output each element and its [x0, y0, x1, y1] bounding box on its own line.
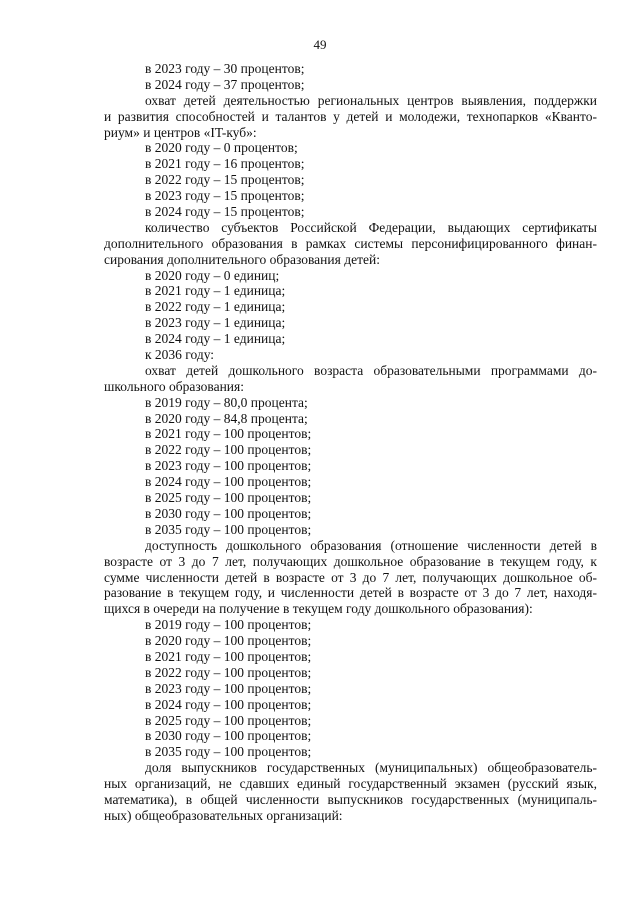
list-item: в 2035 году – 100 процентов;	[145, 744, 312, 760]
list-item: в 2021 году – 100 процентов;	[145, 426, 312, 442]
list-item: в 2023 году – 1 единица;	[145, 315, 286, 331]
list-item: в 2022 году – 1 единица;	[145, 299, 286, 315]
list-item: в 2023 году – 15 процентов;	[145, 188, 305, 204]
list-item: к 2036 году:	[145, 347, 215, 363]
document-body	[104, 61, 597, 824]
paragraph-line: доля выпускников государственных (муниципальных) общеобразователь-	[145, 760, 597, 776]
list-item: в 2023 году – 100 процентов;	[145, 680, 312, 696]
list-item: в 2021 году – 16 процентов;	[145, 156, 305, 172]
paragraph-line: доступность дошкольного образования (отношение численности детей в	[145, 537, 597, 553]
list-item: в 2021 году – 100 процентов;	[145, 648, 312, 664]
paragraph-line: риум» и центров «IT-куб»:	[104, 124, 257, 140]
paragraph-line: сумме численности детей в возрасте от 3 до 7 лет, получающих дошкольное об-	[104, 569, 597, 585]
paragraph-line: и развития способностей и талантов у детей и молодежи, технопарков «Кванто-	[104, 108, 597, 124]
paragraph-line: дополнительного образования в рамках системы персонифицированного финан-	[104, 235, 597, 251]
list-item: в 2019 году – 80,0 процента;	[145, 394, 308, 410]
paragraph-line: разование в текущем году, и численности детей в возрасте от 3 до 7 лет, находя-	[104, 585, 597, 601]
list-item: в 2020 году – 84,8 процента;	[145, 410, 308, 426]
paragraph-line: охват детей деятельностью региональных центров выявления, поддержки	[145, 92, 597, 108]
paragraph-line: щихся в очереди на получение в текущем году дошкольного образования):	[104, 601, 533, 617]
list-item: в 2020 году – 0 единиц;	[145, 267, 280, 283]
list-item: в 2019 году – 100 процентов;	[145, 617, 312, 633]
list-item: в 2030 году – 100 процентов;	[145, 505, 312, 521]
list-item: в 2024 году – 100 процентов;	[145, 474, 312, 490]
list-item: в 2035 году – 100 процентов;	[145, 521, 312, 537]
paragraph-line: школьного образования:	[104, 378, 244, 394]
paragraph-line: сирования дополнительного образования детей:	[104, 251, 380, 267]
list-item: в 2023 году – 30 процентов;	[145, 61, 305, 76]
paragraph-line: математика), в общей численности выпускников государственных (муниципаль-	[104, 791, 597, 807]
list-item: в 2024 году – 15 процентов;	[145, 204, 305, 220]
list-item: в 2022 году – 15 процентов;	[145, 172, 305, 188]
list-item: в 2025 году – 100 процентов;	[145, 712, 312, 728]
list-item: в 2024 году – 100 процентов;	[145, 696, 312, 712]
paragraph-line: ных организаций, не сдавших единый государственный экзамен (русский язык,	[104, 776, 597, 792]
paragraph-line: охват детей дошкольного возраста образовательными программами до-	[145, 362, 597, 378]
list-item: в 2024 году – 1 единица;	[145, 331, 286, 347]
list-item: в 2020 году – 100 процентов;	[145, 633, 312, 649]
list-item: в 2023 году – 100 процентов;	[145, 458, 312, 474]
list-item: в 2022 году – 100 процентов;	[145, 664, 312, 680]
list-item: в 2025 году – 100 процентов;	[145, 490, 312, 506]
list-item: в 2024 году – 37 процентов;	[145, 76, 305, 92]
paragraph-line: возрасте от 3 до 7 лет, получающих дошкольное образование в текущем году, к	[104, 553, 597, 569]
paragraph-line: ных) общеобразовательных организаций:	[104, 807, 343, 823]
page-number: 49	[313, 37, 327, 52]
list-item: в 2020 году – 0 процентов;	[145, 140, 298, 156]
paragraph-line: количество субъектов Российской Федерации, выдающих сертификаты	[145, 219, 597, 235]
list-item: в 2021 году – 1 единица;	[145, 283, 286, 299]
list-item: в 2030 году – 100 процентов;	[145, 728, 312, 744]
list-item: в 2022 году – 100 процентов;	[145, 442, 312, 458]
